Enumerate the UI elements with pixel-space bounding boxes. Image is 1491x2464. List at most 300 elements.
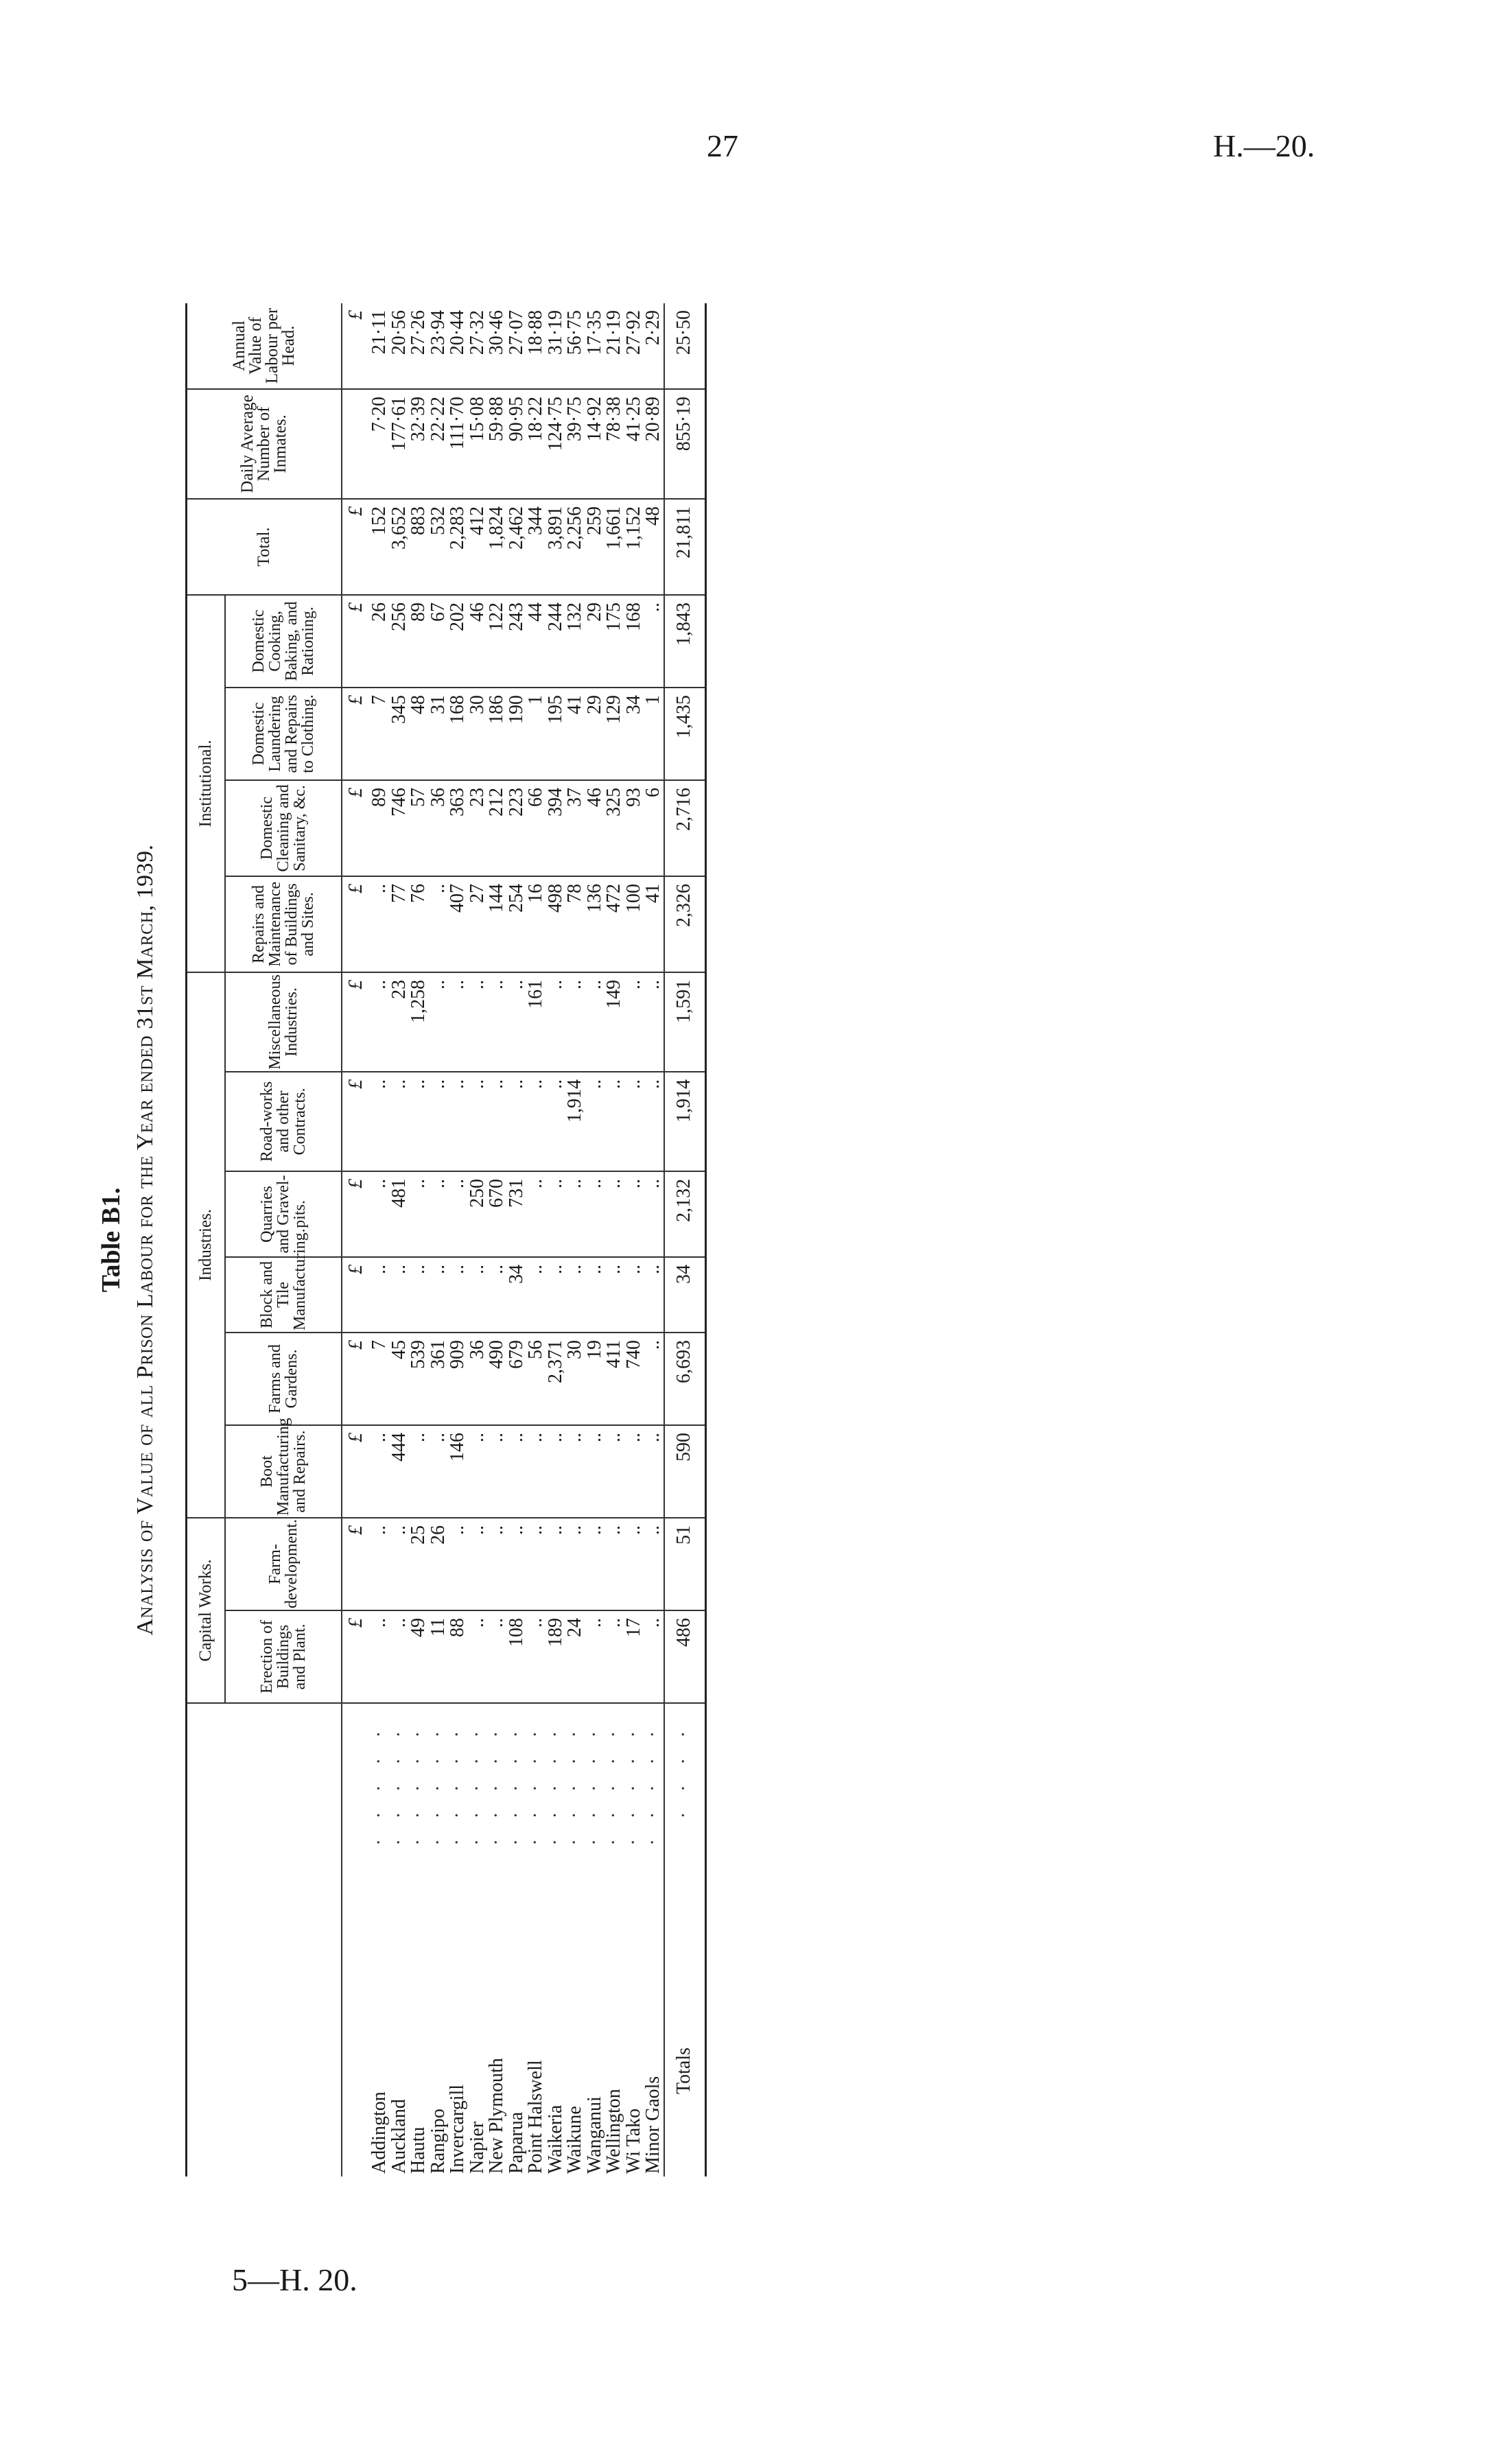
table-cell: 539 bbox=[409, 1333, 429, 1425]
unit-cell: £ bbox=[342, 1518, 370, 1610]
table-cell: 108 bbox=[507, 1610, 527, 1703]
table-cell: 175 bbox=[604, 595, 624, 688]
col-quarries: Quarries and Gravel-pits. bbox=[225, 1171, 342, 1257]
table-cell: 532 bbox=[429, 499, 449, 595]
table-cell: .. bbox=[448, 1072, 468, 1171]
table-cell: 731 bbox=[507, 1171, 527, 1257]
totals-cell: 2,716 bbox=[664, 780, 706, 876]
table-cell: 15·08 bbox=[468, 389, 488, 499]
totals-cell: 21,811 bbox=[664, 499, 706, 595]
station-name-text: Waikune bbox=[564, 2106, 585, 2174]
table-cell: .. bbox=[526, 1425, 546, 1518]
table-cell: 679 bbox=[507, 1333, 527, 1425]
totals-cell: 486 bbox=[664, 1610, 706, 1703]
table-cell: 2,371 bbox=[546, 1333, 566, 1425]
table-subtitle: Analysis of Value of all Prison Labour for the Year ended 31st March, 1939. bbox=[132, 844, 158, 1636]
leader-dots: ····· bbox=[622, 1711, 644, 1846]
table-cell: 254 bbox=[507, 876, 527, 972]
table-cell: 149 bbox=[604, 972, 624, 1072]
table-cell: .. bbox=[468, 1425, 488, 1518]
table-cell: .. bbox=[390, 1610, 410, 1703]
table-cell: .. bbox=[409, 1257, 429, 1333]
totals-row bbox=[664, 303, 706, 2176]
table-cell: .. bbox=[546, 1072, 566, 1171]
table-cell: .. bbox=[624, 1425, 644, 1518]
leader-dots: ····· bbox=[486, 1711, 507, 1846]
table-cell: 146 bbox=[448, 1425, 468, 1518]
leader-dots: ····· bbox=[368, 1711, 390, 1846]
table-row bbox=[585, 303, 605, 2176]
table-cell: .. bbox=[468, 1257, 488, 1333]
table-cell: .. bbox=[585, 1610, 605, 1703]
table-cell: 124·75 bbox=[546, 389, 566, 499]
unit-cell: £ bbox=[342, 780, 370, 876]
table-cell: 746 bbox=[390, 780, 410, 876]
table-cell: 32·39 bbox=[409, 389, 429, 499]
table-cell: .. bbox=[585, 1072, 605, 1171]
table-cell: 444 bbox=[390, 1425, 410, 1518]
table-cell: .. bbox=[468, 1610, 488, 1703]
table-cell: .. bbox=[487, 1257, 507, 1333]
station-name bbox=[409, 1703, 429, 2176]
table-cell: 20·56 bbox=[390, 303, 410, 389]
table-cell: 490 bbox=[487, 1333, 507, 1425]
table-cell: 46 bbox=[585, 780, 605, 876]
unit-cell: £ bbox=[342, 303, 370, 389]
table-cell: 89 bbox=[370, 780, 390, 876]
table-cell: 41 bbox=[644, 876, 664, 972]
totals-cell: 1,914 bbox=[664, 1072, 706, 1171]
unit-row bbox=[342, 303, 370, 2176]
table-row bbox=[429, 303, 449, 2176]
table-cell: 670 bbox=[487, 1171, 507, 1257]
group-institutional: Institutional. bbox=[187, 595, 226, 972]
table-row bbox=[409, 303, 429, 2176]
table-cell: 2,256 bbox=[565, 499, 585, 595]
table-cell: 132 bbox=[565, 595, 585, 688]
unit-cell bbox=[342, 389, 370, 499]
station-name-text: Napier bbox=[466, 2121, 488, 2174]
table-cell: 7 bbox=[370, 1333, 390, 1425]
table-cell: .. bbox=[390, 1072, 410, 1171]
table-cell: 49 bbox=[409, 1610, 429, 1703]
table-cell: 1 bbox=[644, 688, 664, 780]
prison-labour-table bbox=[185, 303, 707, 2176]
table-cell: 1 bbox=[526, 688, 546, 780]
table-cell: .. bbox=[546, 1518, 566, 1610]
table-cell: 212 bbox=[487, 780, 507, 876]
signature-mark: 5—H. 20. bbox=[232, 2262, 357, 2297]
table-cell: .. bbox=[507, 1518, 527, 1610]
station-name-text: Addington bbox=[368, 2091, 390, 2174]
station-name-text: Wi Tako bbox=[622, 2108, 644, 2174]
table-cell: 411 bbox=[604, 1333, 624, 1425]
col-block-tile: Block and Tile Manufacturing. bbox=[225, 1257, 342, 1333]
col-cleaning: Domestic Cleaning and Sanitary, &c. bbox=[225, 780, 342, 876]
table-cell: .. bbox=[370, 1425, 390, 1518]
table-cell: 186 bbox=[487, 688, 507, 780]
table-cell: 27·07 bbox=[507, 303, 527, 389]
leader-dots: ···· bbox=[673, 1711, 695, 1819]
table-cell: .. bbox=[487, 1072, 507, 1171]
station-name bbox=[546, 1703, 566, 2176]
table-cell: 30 bbox=[468, 688, 488, 780]
col-value-per-head: Annual Value of Labour per Head. bbox=[187, 303, 342, 389]
totals-cell: 51 bbox=[664, 1518, 706, 1610]
table-cell: .. bbox=[429, 876, 449, 972]
col-farm-development: Farm-development. bbox=[225, 1518, 342, 1610]
station-header bbox=[187, 1703, 342, 2176]
leader-dots: ····· bbox=[447, 1711, 468, 1846]
table-cell: .. bbox=[448, 1518, 468, 1610]
table-cell: 202 bbox=[448, 595, 468, 688]
table-cell: 883 bbox=[409, 499, 429, 595]
station-name bbox=[644, 1703, 664, 2176]
table-cell: 17 bbox=[624, 1610, 644, 1703]
table-cell: .. bbox=[507, 972, 527, 1072]
totals-label bbox=[664, 1703, 706, 2176]
table-cell: 2,462 bbox=[507, 499, 527, 595]
table-cell: 29 bbox=[585, 688, 605, 780]
unit-cell: £ bbox=[342, 972, 370, 1072]
table-cell: .. bbox=[370, 1171, 390, 1257]
table-cell: .. bbox=[429, 1171, 449, 1257]
table-cell: 412 bbox=[468, 499, 488, 595]
table-cell: .. bbox=[585, 1518, 605, 1610]
unit-cell: £ bbox=[342, 1333, 370, 1425]
leader-dots: ····· bbox=[642, 1711, 664, 1846]
table-cell: 14·92 bbox=[585, 389, 605, 499]
table-cell: .. bbox=[487, 1518, 507, 1610]
table-cell: 56·75 bbox=[565, 303, 585, 389]
unit-cell: £ bbox=[342, 688, 370, 780]
table-cell: 111·70 bbox=[448, 389, 468, 499]
table-cell: .. bbox=[565, 972, 585, 1072]
table-cell: .. bbox=[448, 1257, 468, 1333]
table-cell: 407 bbox=[448, 876, 468, 972]
table-cell: 77 bbox=[390, 876, 410, 972]
group-industries: Industries. bbox=[187, 972, 226, 1518]
leader-dots: ····· bbox=[583, 1711, 605, 1846]
totals-cell: 590 bbox=[664, 1425, 706, 1518]
table-cell: .. bbox=[604, 1425, 624, 1518]
col-repairs: Repairs and Maintenance of Buildings and Sites. bbox=[225, 876, 342, 972]
leader-dots: ····· bbox=[603, 1711, 624, 1846]
table-row bbox=[468, 303, 488, 2176]
table-cell: 78 bbox=[565, 876, 585, 972]
table-cell: .. bbox=[644, 1610, 664, 1703]
totals-cell: 2,132 bbox=[664, 1171, 706, 1257]
table-cell: 168 bbox=[624, 595, 644, 688]
table-cell: .. bbox=[604, 1257, 624, 1333]
table-cell: 20·44 bbox=[448, 303, 468, 389]
table-cell: 24 bbox=[565, 1610, 585, 1703]
table-cell: .. bbox=[624, 972, 644, 1072]
table-cell: 344 bbox=[526, 499, 546, 595]
table-cell: .. bbox=[468, 1518, 488, 1610]
table-cell: .. bbox=[624, 1072, 644, 1171]
table-cell: 36 bbox=[468, 1333, 488, 1425]
table-cell: 472 bbox=[604, 876, 624, 972]
table-cell: 243 bbox=[507, 595, 527, 688]
table-cell: .. bbox=[604, 1171, 624, 1257]
table-cell: .. bbox=[526, 1072, 546, 1171]
station-name bbox=[624, 1703, 644, 2176]
col-total: Total. bbox=[187, 499, 342, 595]
table-cell: 25 bbox=[409, 1518, 429, 1610]
table-cell: .. bbox=[644, 1171, 664, 1257]
table-cell: 34 bbox=[507, 1257, 527, 1333]
table-cell: .. bbox=[604, 1610, 624, 1703]
table-cell: .. bbox=[565, 1518, 585, 1610]
table-cell: 122 bbox=[487, 595, 507, 688]
totals-cell: 34 bbox=[664, 1257, 706, 1333]
table-cell: .. bbox=[390, 1257, 410, 1333]
table-cell: .. bbox=[507, 1425, 527, 1518]
table-cell: .. bbox=[624, 1257, 644, 1333]
table-cell: 168 bbox=[448, 688, 468, 780]
table-cell: 90·95 bbox=[507, 389, 527, 499]
table-cell: .. bbox=[585, 1257, 605, 1333]
page-number: 27 bbox=[707, 128, 738, 163]
table-cell: 250 bbox=[468, 1171, 488, 1257]
leader-dots: ····· bbox=[408, 1711, 429, 1846]
table-cell: 39·75 bbox=[565, 389, 585, 499]
table-cell: 31·19 bbox=[546, 303, 566, 389]
table-cell: .. bbox=[644, 1333, 664, 1425]
table-cell: 6 bbox=[644, 780, 664, 876]
table-cell: .. bbox=[585, 1171, 605, 1257]
table-cell: 44 bbox=[526, 595, 546, 688]
table-cell: 66 bbox=[526, 780, 546, 876]
table-cell: .. bbox=[644, 972, 664, 1072]
table-row bbox=[526, 303, 546, 2176]
table-cell: 27·92 bbox=[624, 303, 644, 389]
table-cell: 2,283 bbox=[448, 499, 468, 595]
station-name bbox=[468, 1703, 488, 2176]
table-cell: 93 bbox=[624, 780, 644, 876]
table-cell: 37 bbox=[565, 780, 585, 876]
station-name-text: Minor Gaols bbox=[642, 2076, 664, 2174]
table-cell: 259 bbox=[585, 499, 605, 595]
table-cell: .. bbox=[370, 1257, 390, 1333]
table-cell: .. bbox=[546, 1425, 566, 1518]
table-cell: 345 bbox=[390, 688, 410, 780]
table-cell: .. bbox=[604, 1518, 624, 1610]
table-cell: .. bbox=[585, 972, 605, 1072]
table-cell: 21·11 bbox=[370, 303, 390, 389]
table-cell: 325 bbox=[604, 780, 624, 876]
table-cell: .. bbox=[429, 972, 449, 1072]
table-row bbox=[604, 303, 624, 2176]
leader-dots: ····· bbox=[564, 1711, 585, 1846]
table-cell: 89 bbox=[409, 595, 429, 688]
table-cell: 256 bbox=[390, 595, 410, 688]
table-cell: 30 bbox=[565, 1333, 585, 1425]
table-cell: .. bbox=[468, 972, 488, 1072]
station-name bbox=[487, 1703, 507, 2176]
table-cell: 2·29 bbox=[644, 303, 664, 389]
totals-cell: 6,693 bbox=[664, 1333, 706, 1425]
unit-cell: £ bbox=[342, 595, 370, 688]
table-row bbox=[370, 303, 390, 2176]
table-cell: 144 bbox=[487, 876, 507, 972]
table-cell: .. bbox=[409, 1171, 429, 1257]
table-cell: 21·19 bbox=[604, 303, 624, 389]
table-cell: 363 bbox=[448, 780, 468, 876]
table-cell: 1,152 bbox=[624, 499, 644, 595]
totals-cell: 1,591 bbox=[664, 972, 706, 1072]
table-cell: 17·35 bbox=[585, 303, 605, 389]
station-name-text: Waikeria bbox=[544, 2104, 566, 2174]
table-cell: 3,652 bbox=[390, 499, 410, 595]
table-cell: 20·89 bbox=[644, 389, 664, 499]
totals-cell: 2,326 bbox=[664, 876, 706, 972]
station-name-text: Paparua bbox=[505, 2111, 527, 2174]
table-cell: 7·20 bbox=[370, 389, 390, 499]
document-code: H.—20. bbox=[1213, 128, 1315, 163]
unit-cell: £ bbox=[342, 876, 370, 972]
table-cell: 27 bbox=[468, 876, 488, 972]
table-cell: .. bbox=[624, 1518, 644, 1610]
station-name bbox=[390, 1703, 410, 2176]
table-cell: 152 bbox=[370, 499, 390, 595]
table-cell: .. bbox=[565, 1425, 585, 1518]
table-cell: 18·88 bbox=[526, 303, 546, 389]
table-cell: 48 bbox=[644, 499, 664, 595]
table-cell: .. bbox=[644, 1257, 664, 1333]
table-cell: 189 bbox=[546, 1610, 566, 1703]
table-cell: 27·32 bbox=[468, 303, 488, 389]
table-cell: 57 bbox=[409, 780, 429, 876]
table-cell: 19 bbox=[585, 1333, 605, 1425]
station-name-text: Point Halswell bbox=[525, 2060, 546, 2174]
station-name-text: New Plymouth bbox=[486, 2058, 507, 2174]
table-cell: .. bbox=[644, 1072, 664, 1171]
table-cell: 59·88 bbox=[487, 389, 507, 499]
col-laundering: Domestic Laundering and Repairs to Clothing. bbox=[225, 688, 342, 780]
table-cell: .. bbox=[448, 1171, 468, 1257]
station-name bbox=[526, 1703, 546, 2176]
leader-dots: ····· bbox=[466, 1711, 488, 1846]
unit-cell: £ bbox=[342, 1610, 370, 1703]
table-cell: 3,891 bbox=[546, 499, 566, 595]
table-cell: 177·61 bbox=[390, 389, 410, 499]
station-name-text: Wanganui bbox=[583, 2096, 605, 2174]
table-row bbox=[507, 303, 527, 2176]
table-cell: 129 bbox=[604, 688, 624, 780]
group-capital-works: Capital Works. bbox=[187, 1518, 226, 1703]
table-cell: 498 bbox=[546, 876, 566, 972]
unit-cell: £ bbox=[342, 1425, 370, 1518]
table-cell: .. bbox=[370, 972, 390, 1072]
table-cell: .. bbox=[526, 1518, 546, 1610]
station-name-text: Hautu bbox=[408, 2126, 429, 2174]
table-cell: 23·94 bbox=[429, 303, 449, 389]
table-cell: .. bbox=[370, 1072, 390, 1171]
table-cell: .. bbox=[565, 1257, 585, 1333]
table-cell: 1,824 bbox=[487, 499, 507, 595]
table-cell: 361 bbox=[429, 1333, 449, 1425]
table-cell: 88 bbox=[448, 1610, 468, 1703]
table-cell: .. bbox=[624, 1171, 644, 1257]
station-name bbox=[565, 1703, 585, 2176]
table-cell: 7 bbox=[370, 688, 390, 780]
table-cell: 1,914 bbox=[565, 1072, 585, 1171]
table-cell: 18·22 bbox=[526, 389, 546, 499]
table-cell: 46 bbox=[468, 595, 488, 688]
station-name-text: Rangipo bbox=[427, 2109, 449, 2174]
table-row bbox=[487, 303, 507, 2176]
rotated-table-block bbox=[69, 303, 720, 2176]
totals-cell: 1,435 bbox=[664, 688, 706, 780]
table-cell: .. bbox=[546, 1171, 566, 1257]
table-row bbox=[546, 303, 566, 2176]
table-cell: .. bbox=[448, 972, 468, 1072]
totals-cell: 855·19 bbox=[664, 389, 706, 499]
totals-cell: 25·50 bbox=[664, 303, 706, 389]
table-cell: 909 bbox=[448, 1333, 468, 1425]
table-cell: 23 bbox=[468, 780, 488, 876]
unit-cell: £ bbox=[342, 1171, 370, 1257]
table-cell: 34 bbox=[624, 688, 644, 780]
table-cell: 394 bbox=[546, 780, 566, 876]
table-cell: 1,661 bbox=[604, 499, 624, 595]
table-cell: 36 bbox=[429, 780, 449, 876]
table-cell: .. bbox=[370, 1610, 390, 1703]
table-cell: 56 bbox=[526, 1333, 546, 1425]
station-name-text: Wellington bbox=[603, 2089, 624, 2174]
table-cell: 16 bbox=[526, 876, 546, 972]
table-cell: .. bbox=[409, 1072, 429, 1171]
table-cell: 76 bbox=[409, 876, 429, 972]
table-cell: .. bbox=[390, 1518, 410, 1610]
table-cell: .. bbox=[429, 1257, 449, 1333]
col-cooking: Domestic Cooking, Baking, and Rationing. bbox=[225, 595, 342, 688]
table-cell: 244 bbox=[546, 595, 566, 688]
station-name bbox=[370, 1703, 390, 2176]
leader-dots: ····· bbox=[388, 1711, 410, 1846]
unit-cell: £ bbox=[342, 1072, 370, 1171]
col-road-works: Road-works and other Contracts. bbox=[225, 1072, 342, 1171]
col-misc-industries: Miscellaneous Industries. bbox=[225, 972, 342, 1072]
table-cell: .. bbox=[526, 1171, 546, 1257]
table-cell: .. bbox=[565, 1171, 585, 1257]
table-row bbox=[448, 303, 468, 2176]
table-cell: 23 bbox=[390, 972, 410, 1072]
table-cell: .. bbox=[526, 1257, 546, 1333]
table-cell: .. bbox=[644, 1518, 664, 1610]
table-body bbox=[342, 303, 705, 2176]
station-name bbox=[507, 1703, 527, 2176]
station-name bbox=[429, 1703, 449, 2176]
table-cell: 31 bbox=[429, 688, 449, 780]
table-cell: .. bbox=[370, 1518, 390, 1610]
table-row bbox=[565, 303, 585, 2176]
col-boot: Boot Manufacturing and Repairs. bbox=[225, 1425, 342, 1518]
station-name-text: Invercargill bbox=[447, 2084, 468, 2174]
table-cell: 223 bbox=[507, 780, 527, 876]
table-cell: 78·38 bbox=[604, 389, 624, 499]
table-cell: 161 bbox=[526, 972, 546, 1072]
table-row bbox=[390, 303, 410, 2176]
table-cell: .. bbox=[487, 1425, 507, 1518]
leader-dots: ····· bbox=[505, 1711, 527, 1846]
col-farms-gardens: Farms and Gardens. bbox=[225, 1333, 342, 1425]
station-name bbox=[585, 1703, 605, 2176]
table-title: Table B1. bbox=[97, 1187, 126, 1293]
station-name-text: Auckland bbox=[388, 2099, 410, 2174]
